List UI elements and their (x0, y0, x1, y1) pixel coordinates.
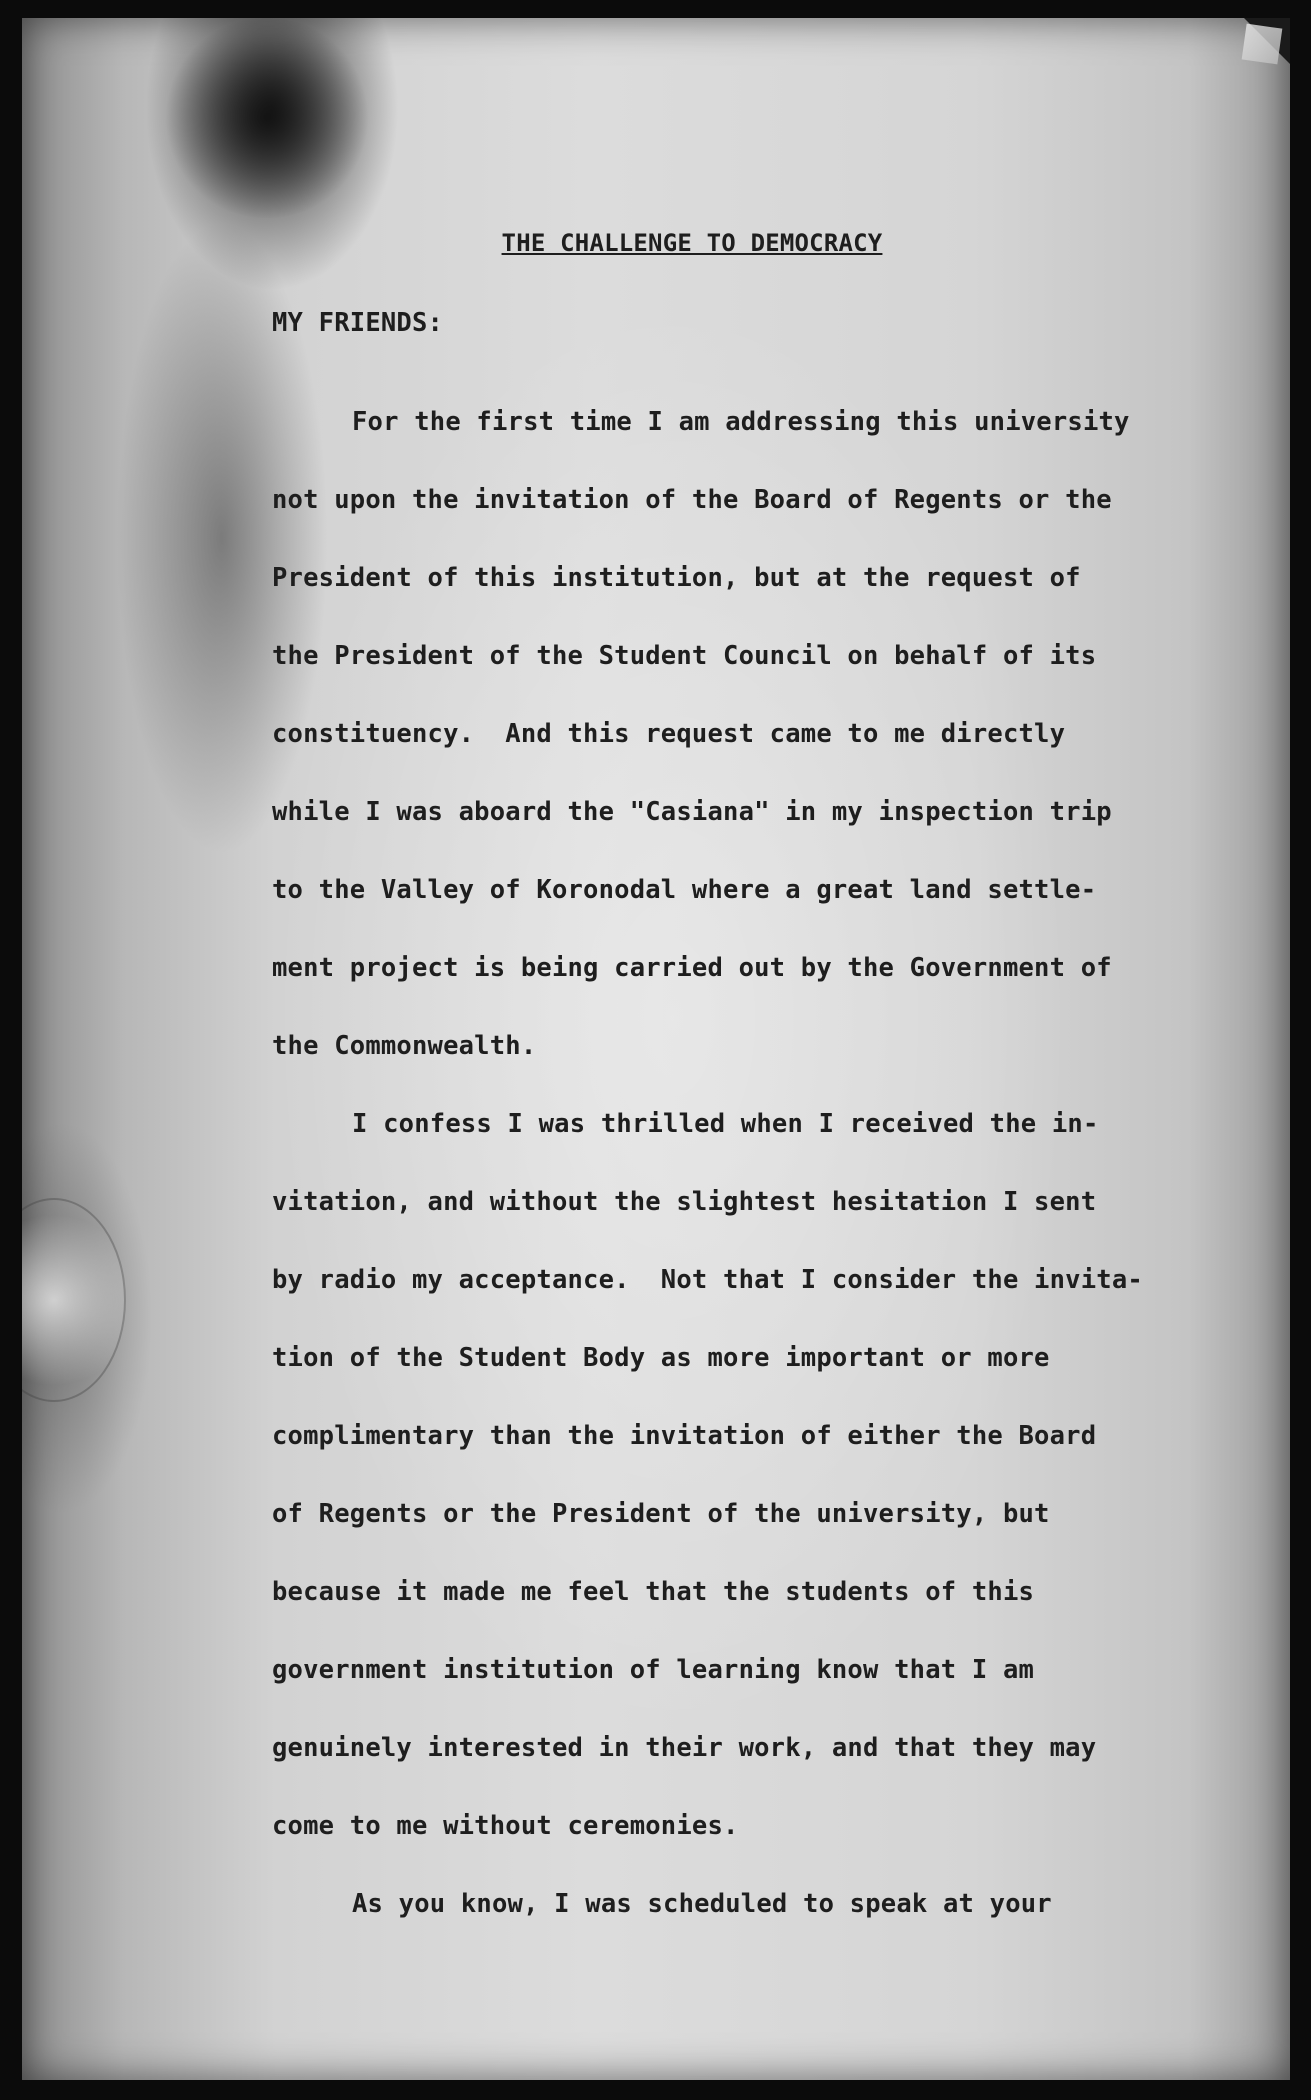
water-stain (22, 1198, 126, 1402)
paragraph-3 (272, 1865, 1172, 1943)
paragraph-1 (272, 383, 1172, 1085)
text-line: President of this institution, but at the request of (272, 563, 1081, 593)
typewritten-page (22, 18, 1290, 2080)
paragraph-2 (272, 1085, 1172, 1865)
text-line: For the first time I am addressing this university (352, 407, 1130, 437)
ink-stain (162, 18, 372, 218)
text-line: vitation, and without the slightest hesitation I sent (272, 1187, 1097, 1217)
text-line: ment project is being carried out by the Government of (272, 953, 1112, 983)
text-line: come to me without ceremonies. (272, 1811, 739, 1841)
text-line: not upon the invitation of the Board of Regents or the (272, 485, 1112, 515)
corner-flap (1242, 24, 1283, 65)
text-line: I confess I was thrilled when I received the in- (352, 1109, 1099, 1139)
text-line: to the Valley of Koronodal where a great land settle- (272, 875, 1097, 905)
text-line: complimentary than the invitation of either the Board (272, 1421, 1097, 1451)
document-body (272, 223, 1172, 1943)
text-line: tion of the Student Body as more important or more (272, 1343, 1050, 1373)
text-line: the Commonwealth. (272, 1031, 537, 1061)
text-line: while I was aboard the "Casiana" in my inspection trip (272, 797, 1112, 827)
text-line: the President of the Student Council on behalf of its (272, 641, 1097, 671)
document-title: THE CHALLENGE TO DEMOCRACY (501, 229, 883, 257)
text-line: As you know, I was scheduled to speak at your (352, 1889, 1052, 1919)
text-line: of Regents or the President of the university, but (272, 1499, 1050, 1529)
text-line: constituency. And this request came to me directly (272, 719, 1066, 749)
text-line: genuinely interested in their work, and that they may (272, 1733, 1097, 1763)
text-line: because it made me feel that the students of this (272, 1577, 1035, 1607)
text-line: government institution of learning know that I am (272, 1655, 1035, 1685)
text-line: by radio my acceptance. Not that I consider the invita- (272, 1265, 1143, 1295)
salutation: MY FRIENDS: (272, 308, 444, 338)
